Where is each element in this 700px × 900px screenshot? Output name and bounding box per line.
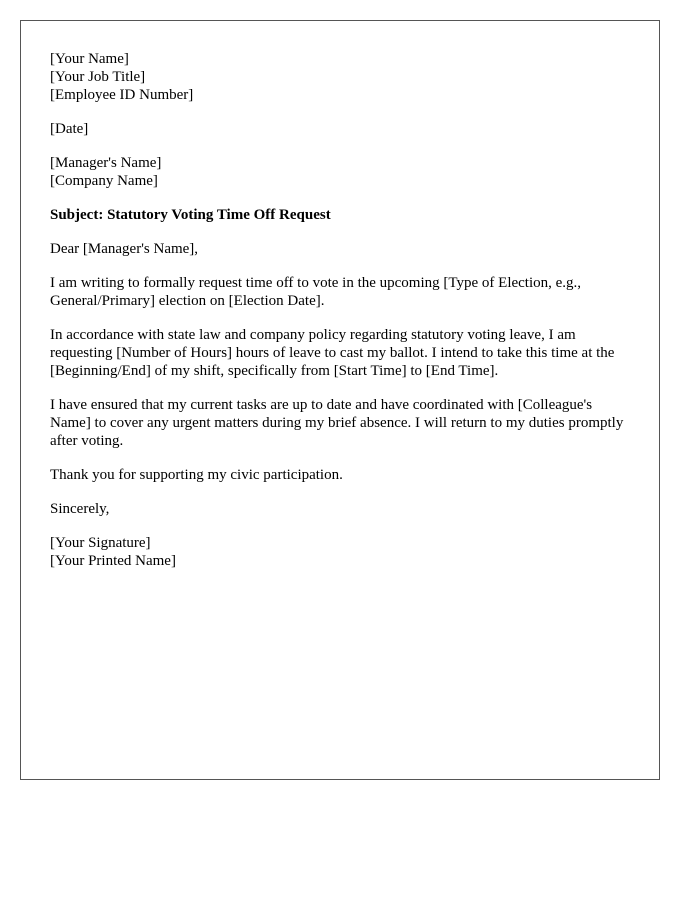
recipient-company: [Company Name]	[50, 173, 158, 189]
subject-line: Subject: Statutory Voting Time Off Request	[50, 207, 331, 223]
sender-job-title: [Your Job Title]	[50, 69, 146, 85]
salutation: Dear [Manager's Name],	[50, 241, 199, 257]
letter-date: [Date]	[50, 121, 89, 137]
sender-block	[50, 50, 634, 104]
date-block	[50, 120, 634, 138]
body-paragraph-intro: I am writing to formally request time off to vote in the upcoming [Type of Election, e.g., General/Primary] election on [Election Date].	[50, 275, 582, 309]
closing: Sincerely,	[50, 501, 110, 517]
body-paragraph-coverage: I have ensured that my current tasks are up to date and have coordinated with [Colleague's Name] to cover any urgent matters during my brief absence. I will return to my duties promptly after voting.	[50, 397, 624, 449]
body-paragraph-leave: In accordance with state law and company policy regarding statutory voting leave, I am requesting [Number of Hours] hours of leave to cast my ballot. I intend to take this time at the [Beginning/End] of my shift, specifically from [Start Time] to [End Time].	[50, 327, 615, 379]
letter-page	[20, 20, 660, 780]
recipient-block	[50, 154, 634, 190]
body-paragraph-thanks: Thank you for supporting my civic participation.	[50, 467, 343, 483]
signature-line: [Your Signature]	[50, 535, 151, 551]
sender-employee-id: [Employee ID Number]	[50, 87, 194, 103]
recipient-name: [Manager's Name]	[50, 155, 162, 171]
sender-name: [Your Name]	[50, 51, 129, 67]
letter-content	[50, 50, 634, 586]
signature-block	[50, 534, 634, 570]
printed-name: [Your Printed Name]	[50, 553, 176, 569]
